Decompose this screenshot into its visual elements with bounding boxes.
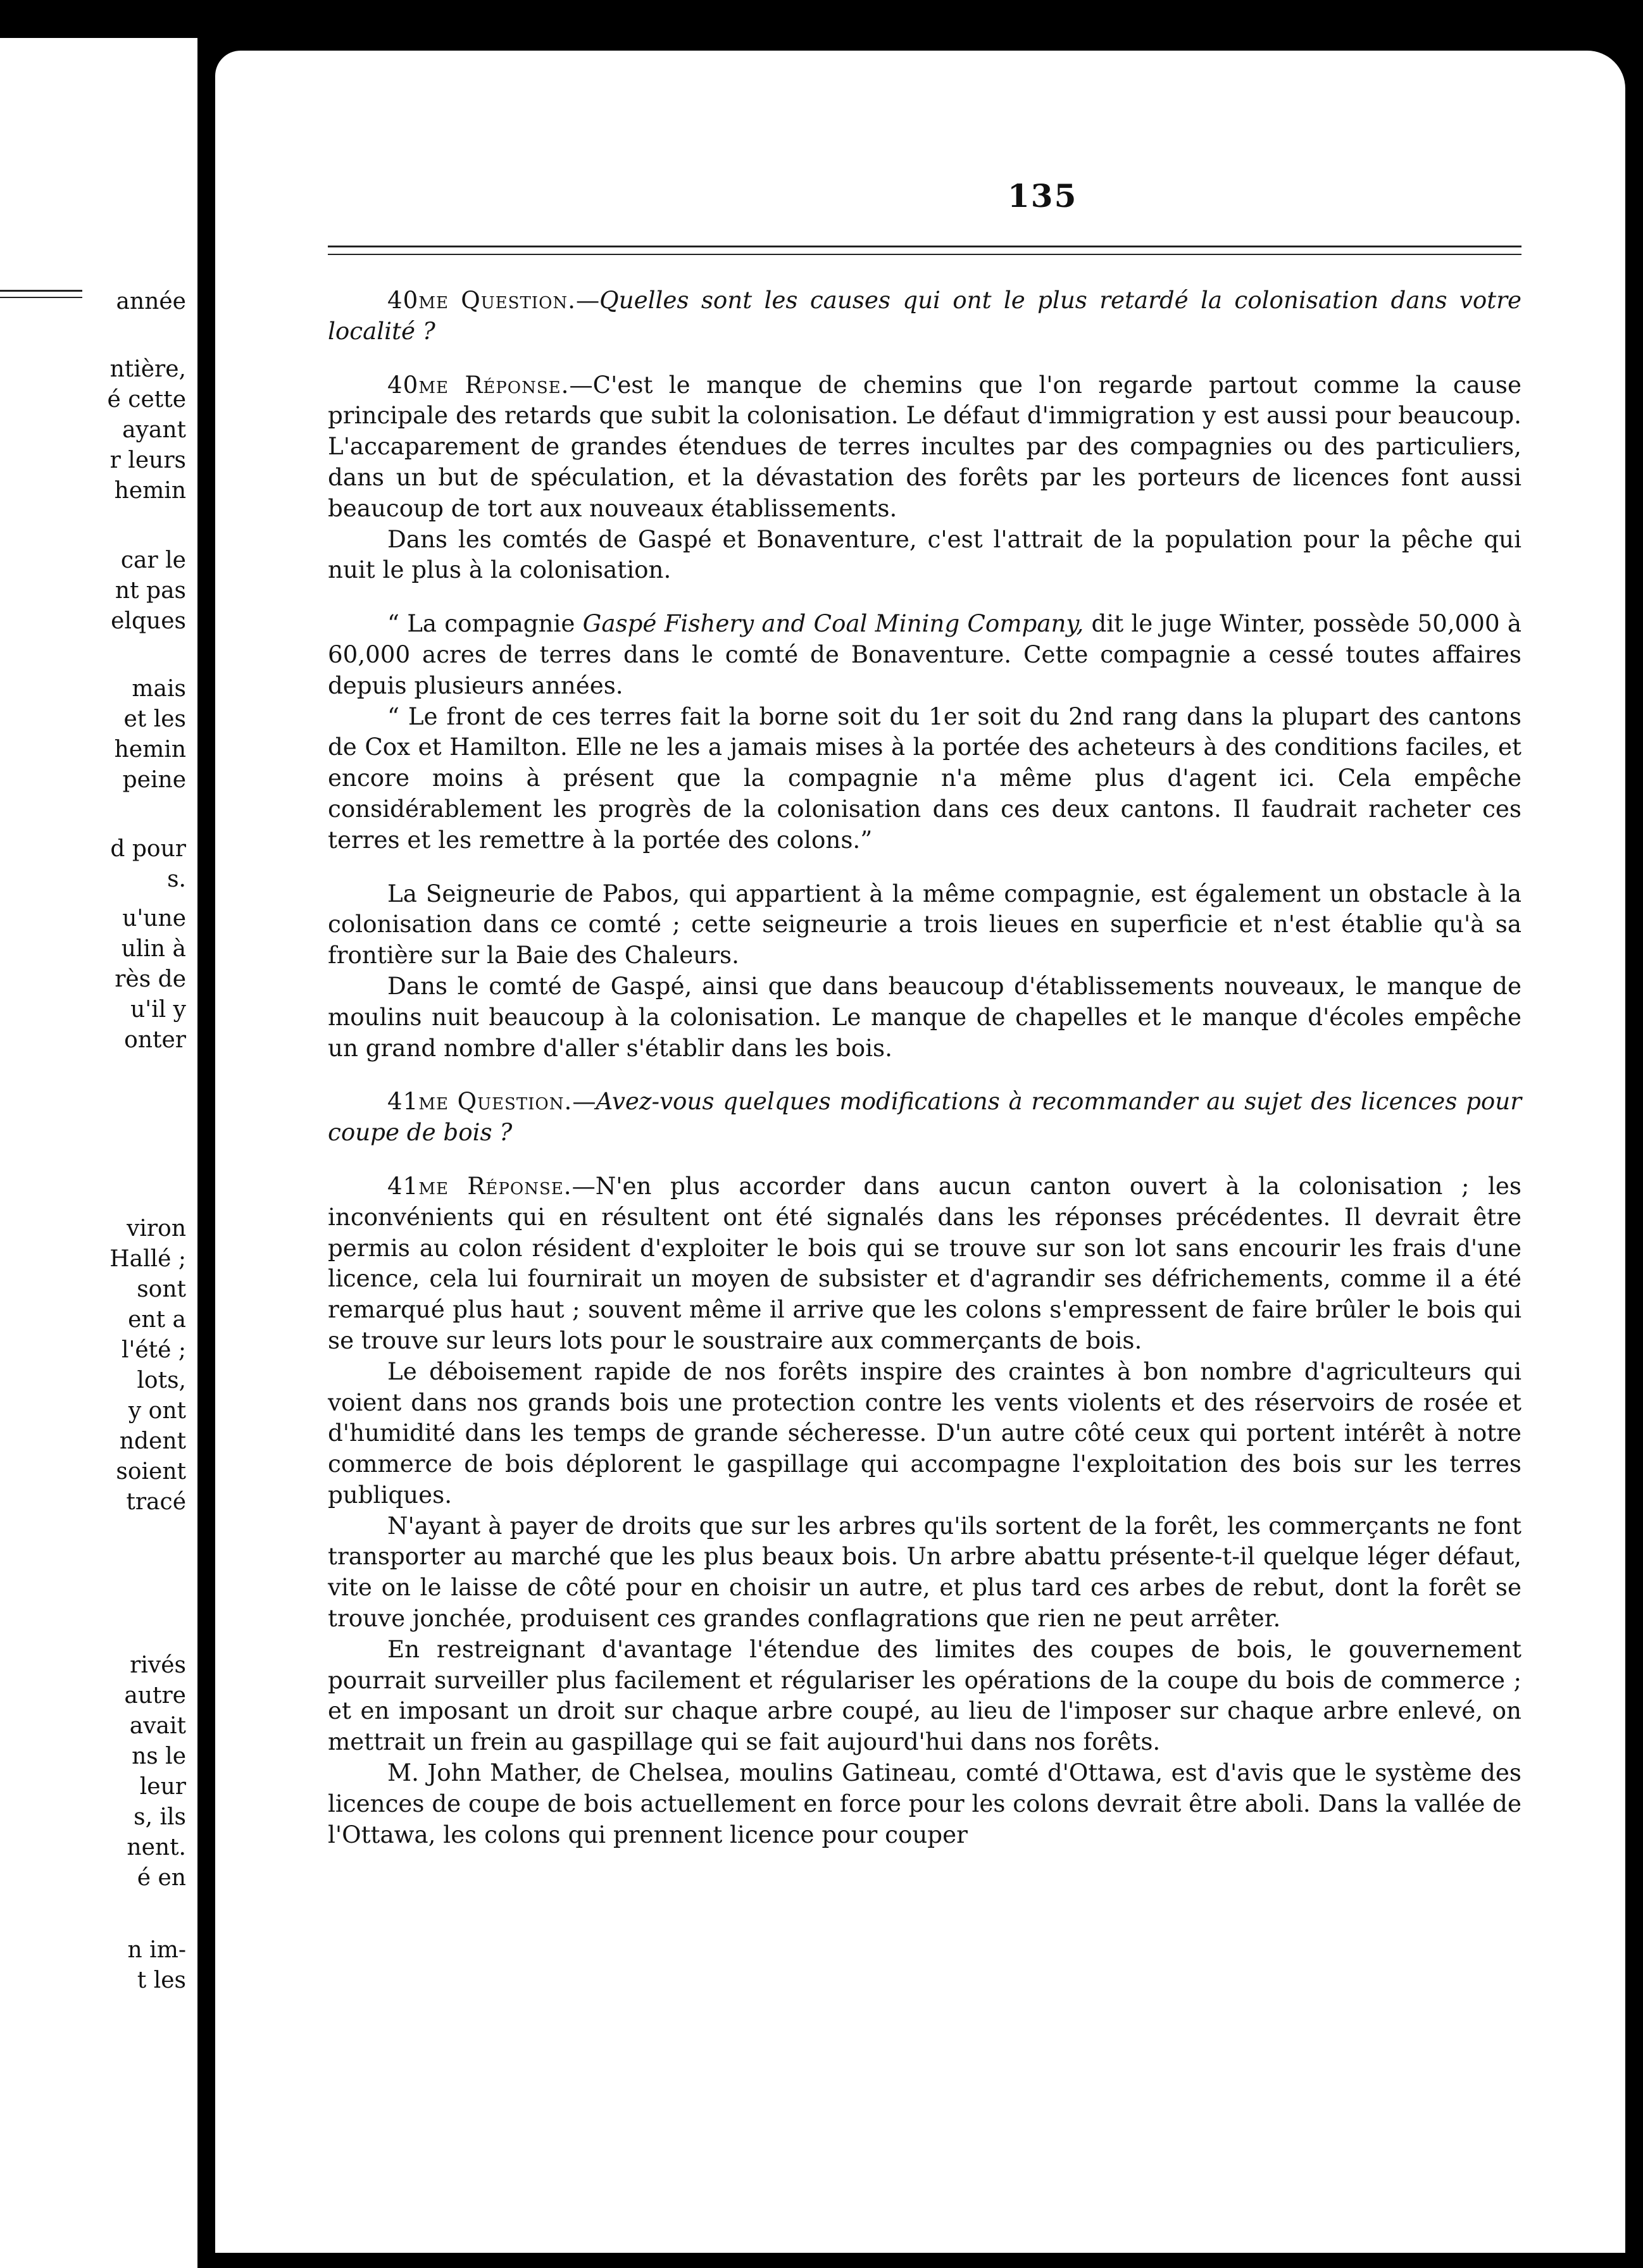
answer-40-text-1: —C'est le manque de chemins que l'on regarde partout comme la cause principale des retards que subit la colonisation. Le défaut d'immigration y est aussi pour beaucoup. L'accaparement de grandes étendues de terres incultes par des compagnies ou des particuliers, dans un but de spéculation, et la dévastation des forêts par les porteurs de licences font aussi beaucoup de tort aux nouveaux établissements.: [328, 370, 1521, 522]
previous-page-line: et les: [123, 706, 186, 732]
previous-page-line: hemin: [114, 478, 186, 504]
previous-page-line: peine: [122, 767, 186, 793]
previous-page-line: ulin à: [121, 936, 186, 962]
answer-41-text-1: —N'en plus accorder dans aucun canton ouvert à la colonisation ; les inconvénients qui en résultent ont été signalés dans les réponses précédentes. Il devrait être permis au colon résident d'exploiter le bois qui se trouve sur son lot sans encourir les frais d'une licence, cela lui fournirait un moyen de subsister et d'agrandir ses défrichements, comme il a été remarqué plus haut ; souvent même il arrive que les colons s'empressent de faire brûler le bois qui se trouve sur leurs lots pour le soustraire aux commerçants de bois.: [328, 1171, 1521, 1354]
question-41-label: Question.: [457, 1087, 573, 1116]
answer-40-paragraph-3: La Seigneurie de Pabos, qui appartient à la même compagnie, est également un obstacle à la colonisation dans ce comté ; cette seigneurie a trois lieues en superficie et n'est établie qu'à sa frontière sur la Baie des Chaleurs.: [328, 879, 1521, 969]
quote-1-start: “ La compagnie: [387, 609, 583, 638]
quote-1-rest: dit le juge Winter, possède 50,000 à 60,000 acres de terres dans le comté de Bonaventure. Cette compagnie a cessé toutes affaires depuis plusieurs années.: [328, 609, 1521, 699]
previous-page-line: Hallé ;: [109, 1246, 186, 1272]
answer-41-number: 41me: [387, 1171, 449, 1200]
previous-page-line: nt pas: [115, 578, 186, 604]
previous-page-line: ndent: [119, 1428, 186, 1454]
previous-page-line: hemin: [114, 737, 186, 763]
answer-40-quote-2: “ Le front de ces terres fait la borne soit du 1er soit du 2nd rang dans la plupart des cantons de Cox et Hamilton. Elle ne les a jamais mises à la portée des acheteurs à des conditions faciles, et encore moins à présent que la compagnie n'a même plus d'agent ici. Cela empêche considérablement les progrès de la colonisation dans ces deux cantons. Il faudrait racheter ces terres et les remettre à la portée des colons.”: [328, 702, 1521, 854]
previous-page-line: car le: [120, 547, 186, 573]
previous-page-line: nent.: [127, 1835, 186, 1860]
previous-page-line: rivés: [130, 1652, 186, 1678]
answer-41-paragraph-5: M. John Mather, de Chelsea, moulins Gatineau, comté d'Ottawa, est d'avis que le système des licences de coupe de bois actuellement en force pour les colons devrait être aboli. Dans la vallée de l'Ottawa, les colons qui prennent licence pour couper: [328, 1759, 1521, 1848]
previous-page-line: é cette: [107, 387, 186, 413]
answer-40-number: 40me: [387, 370, 449, 399]
previous-page-line: sont: [137, 1276, 186, 1302]
book-gutter: [197, 0, 215, 2268]
previous-page-line: soient: [116, 1459, 186, 1485]
question-40-number: 40me: [387, 286, 449, 314]
previous-page-line: r leurs: [109, 447, 186, 473]
page-body: [328, 285, 1521, 1850]
answer-40-paragraph-2: Dans les comtés de Gaspé et Bonaventure, c'est l'attrait de la population pour la pêche qui nuit le plus à la colonisation.: [328, 525, 1521, 584]
page-number: 135: [1008, 177, 1078, 215]
previous-page-line: année: [116, 289, 186, 315]
previous-page-line: viron: [127, 1216, 186, 1242]
previous-page-line: lots,: [137, 1368, 186, 1393]
question-40-dash: —: [575, 286, 600, 314]
previous-page-line: ayant: [122, 417, 186, 443]
previous-page-line: u'il y: [130, 997, 186, 1023]
previous-page-line: u'une: [122, 906, 186, 932]
previous-page-line: leur: [139, 1774, 186, 1800]
previous-page-edge: [0, 38, 200, 2268]
previous-page-line: avait: [129, 1713, 186, 1739]
previous-page-line: ns le: [132, 1743, 186, 1769]
previous-page-line: t les: [137, 1967, 186, 1993]
answer-40-quote-1: [328, 608, 1521, 701]
previous-page-line: ntière,: [109, 356, 186, 382]
question-41-text: Avez-vous quelques modifications à recommander au sujet des licences pour coupe de bois ?: [328, 1087, 1521, 1147]
question-41: [328, 1086, 1521, 1148]
question-41-number: 41me: [387, 1087, 449, 1116]
answer-41-paragraph-2: Le déboisement rapide de nos forêts inspire des craintes à bon nombre d'agriculteurs qui voient dans nos grands bois une protection contre les vents violents et des réservoirs de rosée et d'humidité dans les temps de grande sécheresse. D'un autre côté ceux qui portent intérêt à notre commerce de bois déplorent le gaspillage qui accompagne l'exploitation des bois sur les terres publiques.: [328, 1357, 1521, 1509]
previous-page-rule: [0, 290, 82, 298]
previous-page-line: autre: [124, 1683, 186, 1709]
question-41-dash: —: [572, 1087, 596, 1116]
answer-41-label: Réponse.: [467, 1171, 572, 1200]
previous-page-line: tracé: [126, 1489, 186, 1515]
previous-page-line: mais: [132, 676, 186, 702]
previous-page-line: l'été ;: [121, 1337, 186, 1363]
question-40-label: Question.: [461, 286, 576, 314]
answer-41-paragraph-1: [328, 1171, 1521, 1356]
previous-page-line: é en: [137, 1865, 186, 1891]
previous-page-line: s, ils: [134, 1804, 186, 1830]
answer-41-paragraph-3: N'ayant à payer de droits que sur les arbres qu'ils sortent de la forêt, les commerçants ne font transporter au marché que les plus beaux bois. Un arbre abattu présente-t-il quelque léger défaut, vite on le laisse de côté pour en choisir un autre, et plus tard ces arbes de rebut, dont la forêt se trouve jonchée, produisent ces grandes conflagrations que rien ne peut arrêter.: [328, 1511, 1521, 1633]
company-name: Gaspé Fishery and Coal Mining Company,: [582, 609, 1084, 638]
previous-page-line: d pour: [110, 836, 186, 862]
previous-page-line: ent a: [128, 1307, 186, 1333]
answer-40-paragraph-1: [328, 370, 1521, 524]
previous-page-line: y ont: [128, 1398, 186, 1424]
question-40-text: Quelles sont les causes qui ont le plus retardé la colonisation dans votre localité ?: [328, 286, 1521, 345]
main-page: [215, 51, 1625, 2253]
header-rule: [328, 246, 1521, 255]
previous-page-line: n im-: [127, 1937, 186, 1963]
previous-page-line: onter: [124, 1027, 186, 1053]
answer-40-paragraph-4: Dans le comté de Gaspé, ainsi que dans beaucoup d'établissements nouveaux, le manque de moulins nuit beaucoup à la colonisation. Le manque de chapelles et le manque d'écoles empêche un grand nombre d'aller s'établir dans les bois.: [328, 971, 1521, 1062]
previous-page-line: s.: [167, 866, 186, 892]
question-40: [328, 285, 1521, 347]
previous-page-line: rès de: [115, 966, 186, 992]
answer-41-paragraph-4: En restreignant d'avantage l'étendue des limites des coupes de bois, le gouvernement pourrait surveiller plus facilement et régulariser les opérations de la coupe du bois de commerce ; et en imposant un droit sur chaque arbre coupé, au lieu de l'imposer sur chaque arbre enlevé, on mettrait un frein au gaspillage qui se fait aujourd'hui dans nos forêts.: [328, 1635, 1521, 1756]
answer-40-label: Réponse.: [465, 370, 570, 399]
previous-page-line: elques: [111, 608, 186, 634]
